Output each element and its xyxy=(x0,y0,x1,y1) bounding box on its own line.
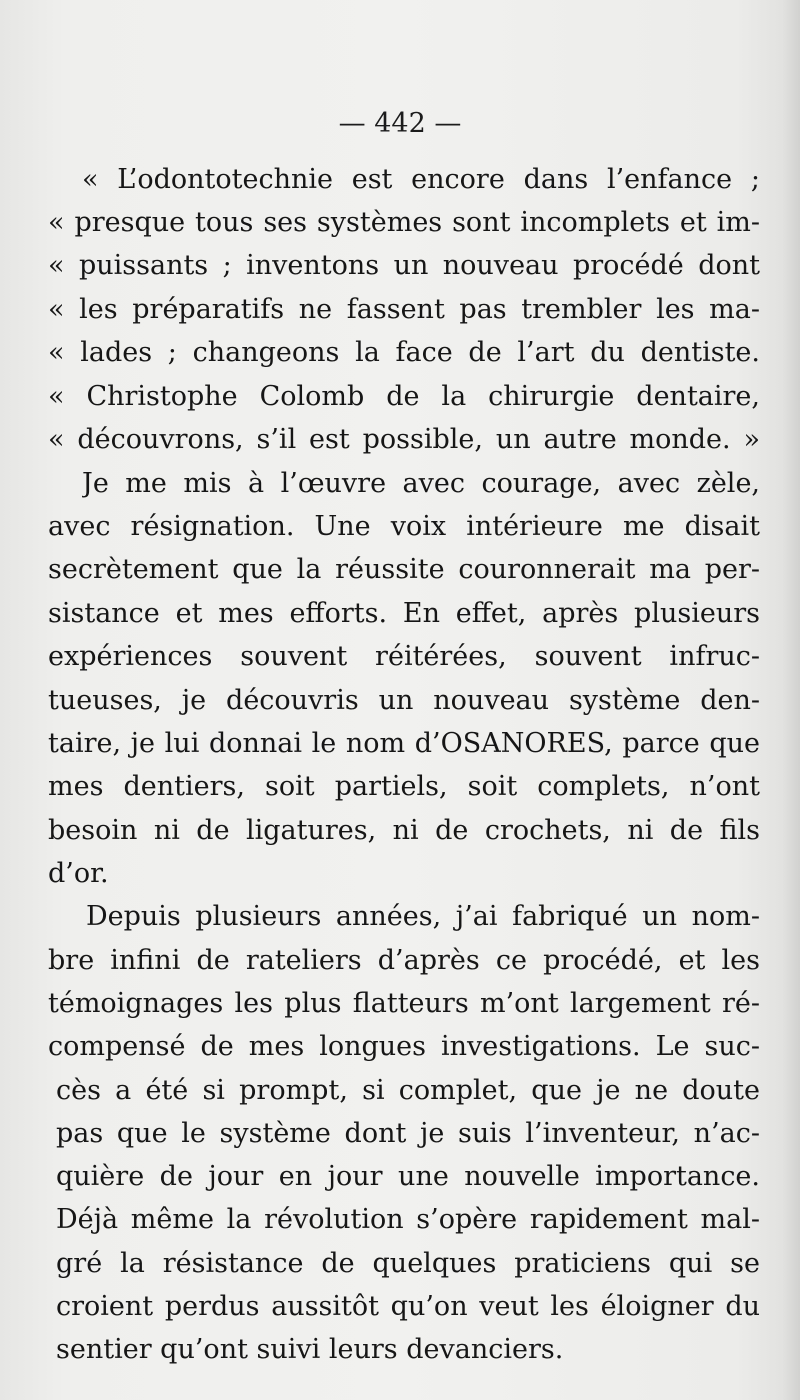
page-edge-shadow xyxy=(782,0,800,1400)
text-line-19: bre infini de rateliers d’après ce procédé, et les xyxy=(48,945,760,976)
text-line-27: croient perdus aussitôt qu’on veut les éloigner du xyxy=(56,1291,760,1322)
text-line-16: besoin ni de ligatures, ni de crochets, ni de fils xyxy=(48,815,760,846)
text-line-22: cès a été si prompt, si complet, que je ne doute xyxy=(56,1075,760,1106)
text-line-7: « découvrons, s’il est possible, un autre monde. » xyxy=(48,424,760,455)
text-line-15: mes dentiers, soit partiels, soit complets, n’ont xyxy=(48,771,760,802)
text-line-12: expériences souvent réitérées, souvent infruc- xyxy=(48,641,760,672)
text-line-20: témoignages les plus flatteurs m’ont largement ré- xyxy=(48,988,760,1019)
text-line-14: taire, je lui donnai le nom d’OSANORES, parce que xyxy=(48,728,760,759)
text-line-4: « les préparatifs ne fassent pas trembler les ma- xyxy=(48,294,760,325)
text-line-1: « L’odontotechnie est encore dans l’enfance ; xyxy=(82,164,760,195)
text-line-25: Déjà même la révolution s’opère rapidement mal- xyxy=(56,1204,760,1235)
text-line-28: sentier qu’ont suivi leurs devanciers. xyxy=(56,1334,564,1365)
page-number: — 442 — xyxy=(338,108,462,139)
text-line-17: d’or. xyxy=(48,858,109,889)
text-line-3: « puissants ; inventons un nouveau procédé dont xyxy=(48,250,760,281)
text-line-13: tueuses, je découvris un nouveau système den- xyxy=(48,685,760,716)
text-line-2: « presque tous ses systèmes sont incomplets et im- xyxy=(48,207,760,238)
text-line-11: sistance et mes efforts. En effet, après plusieurs xyxy=(48,598,760,629)
text-line-26: gré la résistance de quelques praticiens qui se xyxy=(56,1248,760,1279)
text-line-9: avec résignation. Une voix intérieure me disait xyxy=(48,511,760,542)
text-line-6: « Christophe Colomb de la chirurgie dentaire, xyxy=(48,381,760,412)
text-line-24: quière de jour en jour une nouvelle importance. xyxy=(56,1161,760,1192)
text-line-18: Depuis plusieurs années, j’ai fabriqué un nom- xyxy=(86,901,760,932)
text-line-5: « lades ; changeons la face de l’art du dentiste. xyxy=(48,337,760,368)
text-line-23: pas que le système dont je suis l’inventeur, n’ac- xyxy=(56,1118,760,1149)
text-line-21: compensé de mes longues investigations. Le suc- xyxy=(48,1031,760,1062)
text-line-10: secrètement que la réussite couronnerait ma per- xyxy=(48,554,760,585)
text-line-8: Je me mis à l’œuvre avec courage, avec zèle, xyxy=(82,468,760,499)
